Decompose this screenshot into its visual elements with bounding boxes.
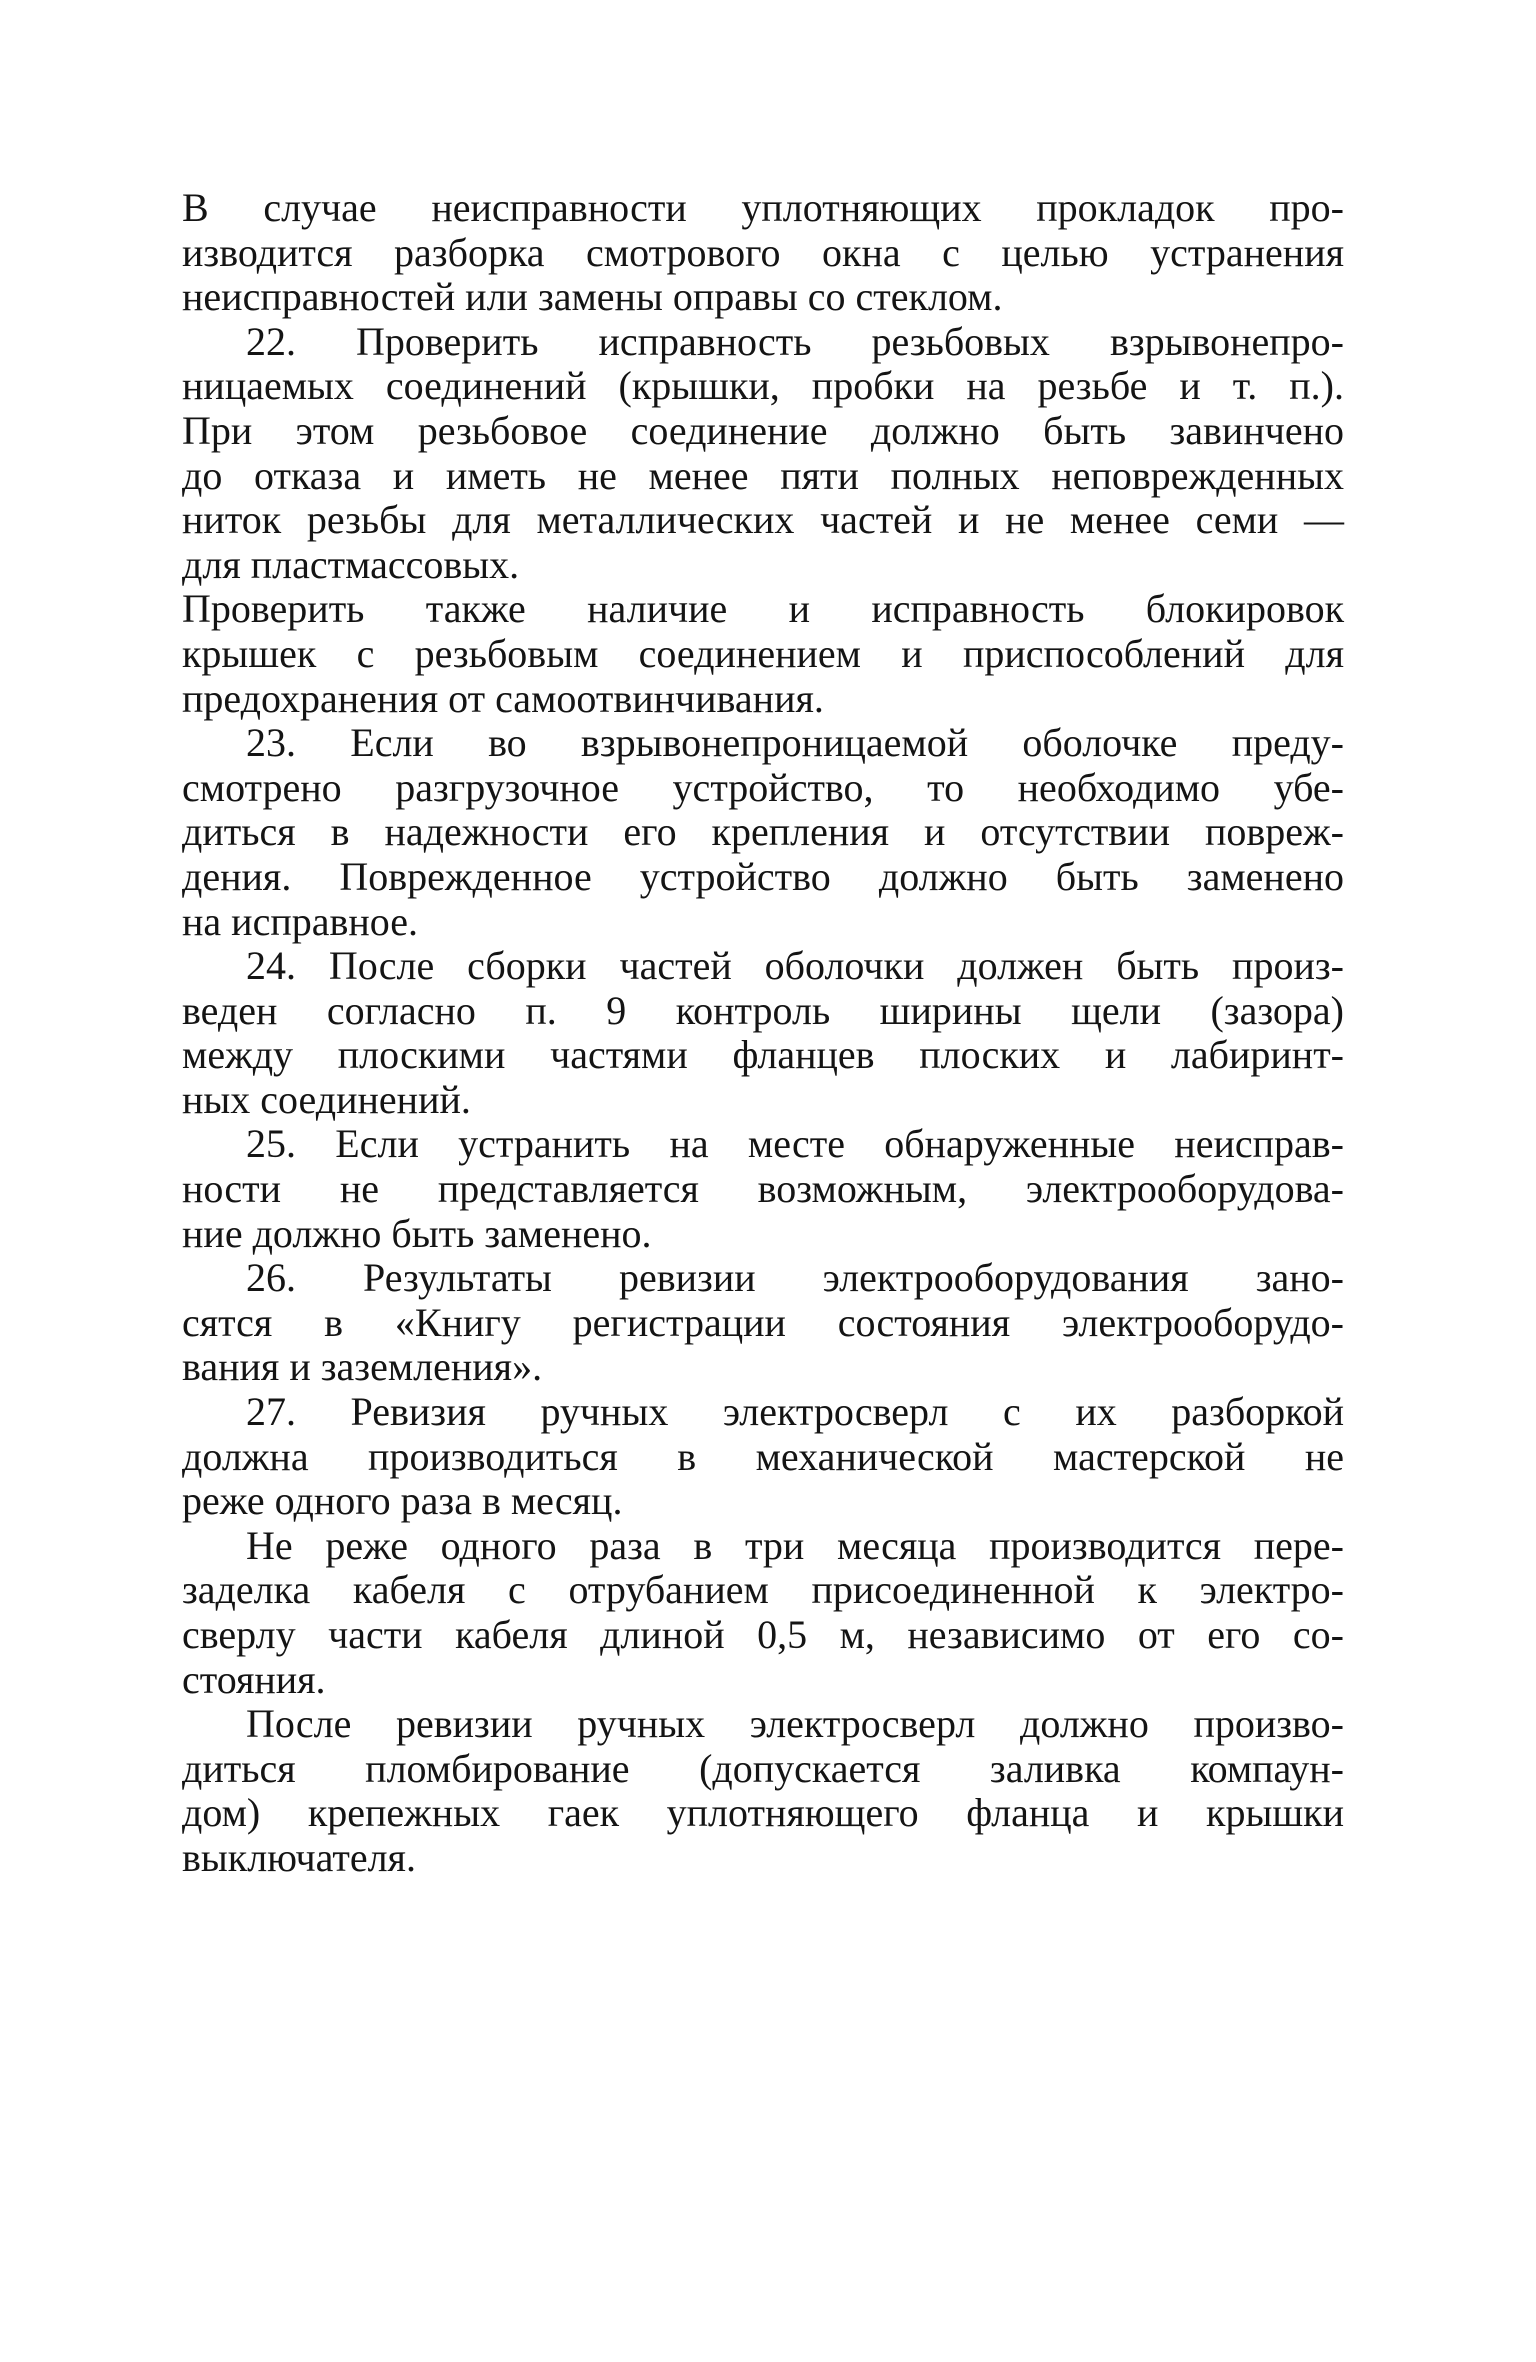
text-line: на исправное. [182, 898, 419, 944]
paragraph-window-repair [182, 186, 1344, 320]
text-line: до отказа и иметь не менее пяти полных неповрежденных [182, 452, 1344, 498]
paragraph-sealing [182, 1702, 1344, 1880]
text-line: между плоскими частями фланцев плоских и лабиринт- [182, 1032, 1344, 1078]
text-line: 24. После сборки частей оболочки должен быть произ- [246, 943, 1344, 989]
text-line: Проверить также наличие и исправность блокировок [182, 586, 1344, 632]
text-line: веден согласно п. 9 контроль ширины щели (зазора) [182, 987, 1344, 1033]
text-line: ных соединений. [182, 1076, 471, 1122]
paragraph-item-27 [182, 1390, 1344, 1524]
text-line: сятся в «Книгу регистрации состояния электрооборудо- [182, 1299, 1344, 1345]
text-line: диться пломбирование (допускается заливка компаун- [182, 1745, 1344, 1791]
text-line: неисправностей или замены оправы со стеклом. [182, 274, 1003, 320]
text-line: смотрено разгрузочное устройство, то необходимо убе- [182, 764, 1344, 810]
paragraph-item-22-locks [182, 587, 1344, 721]
text-line: 23. Если во взрывонепроницаемой оболочке преду- [246, 720, 1344, 766]
text-line: При этом резьбовое соединение должно быть завинчено [182, 407, 1344, 453]
text-line: дом) крепежных гаек уплотняющего фланца и крышки [182, 1790, 1344, 1836]
text-line: стояния. [182, 1656, 326, 1702]
text-line: выключателя. [182, 1834, 416, 1880]
text-line: дения. Поврежденное устройство должно быть заменено [182, 853, 1344, 899]
text-line: крышек с резьбовым соединением и приспособлений для [182, 630, 1344, 676]
paragraph-item-25 [182, 1122, 1344, 1256]
text-line: После ревизии ручных электросверл должно произво- [246, 1701, 1344, 1747]
document-page [182, 186, 1344, 1881]
text-line: ности не представляется возможным, электрооборудова- [182, 1166, 1344, 1212]
text-line: предохранения от самоотвинчивания. [182, 675, 824, 721]
text-line: сверлу части кабеля длиной 0,5 м, независимо от его со- [182, 1612, 1344, 1657]
paragraph-item-26 [182, 1256, 1344, 1390]
text-line: 27. Ревизия ручных электросверл с их разборкой [246, 1389, 1344, 1435]
text-line: ницаемых соединений (крышки, пробки на резьбе и т. п.). [182, 363, 1344, 409]
paragraph-item-22 [182, 320, 1344, 588]
text-line: диться в надежности его крепления и отсутствии повреж- [182, 809, 1344, 855]
text-line: должна производиться в механической мастерской не [182, 1433, 1344, 1479]
text-line: вания и заземления». [182, 1344, 543, 1390]
text-line: ние должно быть заменено. [182, 1210, 652, 1256]
text-line: для пластмассовых. [182, 541, 520, 587]
paragraph-item-24 [182, 944, 1344, 1122]
text-line: ниток резьбы для металлических частей и не менее семи — [182, 497, 1344, 543]
text-line: 22. Проверить исправность резьбовых взрывонепро- [246, 318, 1344, 364]
text-line: 25. Если устранить на месте обнаруженные неисправ- [246, 1121, 1344, 1167]
paragraph-item-23 [182, 721, 1344, 944]
text-line: заделка кабеля с отрубанием присоединенной к электро- [182, 1567, 1344, 1613]
text-line: реже одного раза в месяц. [182, 1478, 623, 1524]
text-line: В случае неисправности уплотняющих прокладок про- [182, 185, 1344, 230]
text-line: Не реже одного раза в три месяца производится пере- [246, 1522, 1344, 1568]
text-line: 26. Результаты ревизии электрооборудования зано- [246, 1255, 1344, 1301]
text-line: изводится разборка смотрового окна с целью устранения [182, 229, 1344, 275]
paragraph-cable-rework [182, 1524, 1344, 1702]
